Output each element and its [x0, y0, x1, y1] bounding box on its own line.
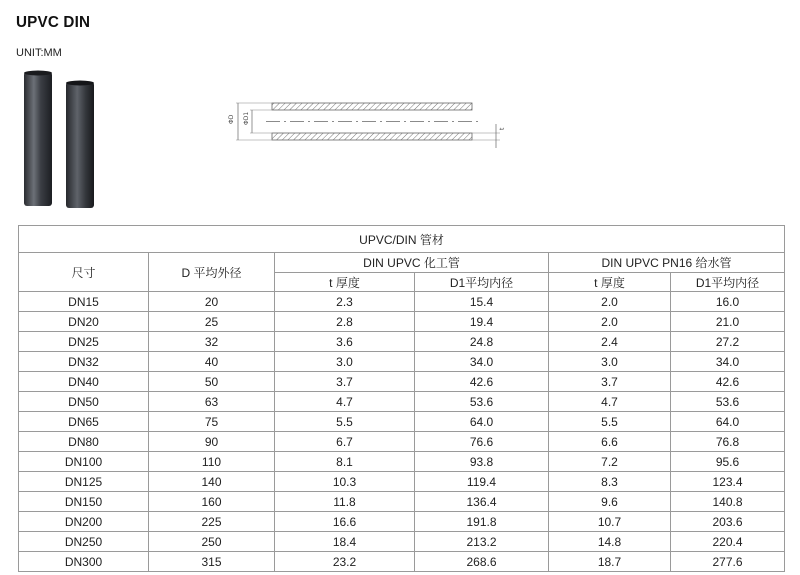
table-cell: 75	[149, 412, 275, 432]
table-cell: 23.2	[275, 552, 415, 572]
pipe-wall-top	[272, 103, 472, 110]
table-cell: 10.3	[275, 472, 415, 492]
table-cell: 21.0	[671, 312, 785, 332]
table-cell: 3.0	[275, 352, 415, 372]
table-cell: 11.8	[275, 492, 415, 512]
table-cell: 315	[149, 552, 275, 572]
table-cell: 16.6	[275, 512, 415, 532]
table-cell: 6.7	[275, 432, 415, 452]
table-cell: 9.6	[549, 492, 671, 512]
table-row	[19, 552, 785, 572]
table-cell: 2.0	[549, 292, 671, 312]
table-cell: 90	[149, 432, 275, 452]
table-cell: 27.2	[671, 332, 785, 352]
table-cell: 3.0	[549, 352, 671, 372]
table-cell: DN50	[19, 392, 149, 412]
table-cell: 3.6	[275, 332, 415, 352]
table-cell: 15.4	[415, 292, 549, 312]
table-cell: DN150	[19, 492, 149, 512]
table-cell: 14.8	[549, 532, 671, 552]
table-row	[19, 432, 785, 452]
table-cell: DN25	[19, 332, 149, 352]
table-cell: 95.6	[671, 452, 785, 472]
table-cell: 220.4	[671, 532, 785, 552]
table-row	[19, 352, 785, 372]
table-cell: 225	[149, 512, 275, 532]
table-cell: 2.0	[549, 312, 671, 332]
table-cell: DN200	[19, 512, 149, 532]
table-cell: 140.8	[671, 492, 785, 512]
table-cell: DN80	[19, 432, 149, 452]
table-cell: 3.7	[275, 372, 415, 392]
table-cell: 5.5	[275, 412, 415, 432]
pipe-right	[66, 82, 94, 208]
table-cell: 53.6	[415, 392, 549, 412]
table-cell: 18.7	[549, 552, 671, 572]
table-cell: 64.0	[415, 412, 549, 432]
table-cell: 268.6	[415, 552, 549, 572]
table-cell: DN125	[19, 472, 149, 492]
pipe-left	[24, 72, 52, 206]
table-cell: 250	[149, 532, 275, 552]
table-cell: 8.3	[549, 472, 671, 492]
table-cell: 64.0	[671, 412, 785, 432]
table-cell: 8.1	[275, 452, 415, 472]
table-cell: 4.7	[275, 392, 415, 412]
table-cell: 34.0	[671, 352, 785, 372]
header-size: 尺寸	[19, 253, 149, 292]
table-cell: 2.8	[275, 312, 415, 332]
table-cell: 6.6	[549, 432, 671, 452]
pipe-section-diagram	[222, 98, 512, 150]
table-cell: 10.7	[549, 512, 671, 532]
table-cell: 136.4	[415, 492, 549, 512]
table-cell: DN32	[19, 352, 149, 372]
table-row	[19, 292, 785, 312]
table-cell: 160	[149, 492, 275, 512]
page-title: UPVC DIN	[16, 14, 91, 31]
table-cell: 53.6	[671, 392, 785, 412]
table-row	[19, 532, 785, 552]
table-cell: DN100	[19, 452, 149, 472]
table-cell: 123.4	[671, 472, 785, 492]
table-cell: 40	[149, 352, 275, 372]
table-cell: 2.3	[275, 292, 415, 312]
table-cell: 25	[149, 312, 275, 332]
label-D: ΦD	[228, 114, 235, 124]
table-row	[19, 452, 785, 472]
subheader-chem-inner: D1平均内径	[415, 273, 549, 292]
table-cell: 63	[149, 392, 275, 412]
table-cell: 50	[149, 372, 275, 392]
table-cell: DN15	[19, 292, 149, 312]
table-cell: 20	[149, 292, 275, 312]
table-cell: DN250	[19, 532, 149, 552]
table-row	[19, 372, 785, 392]
table-caption: UPVC/DIN 管材	[19, 226, 785, 253]
table-cell: 203.6	[671, 512, 785, 532]
table-cell: DN300	[19, 552, 149, 572]
unit-label: UNIT:MM	[16, 47, 62, 59]
table-cell: DN40	[19, 372, 149, 392]
table-row	[19, 472, 785, 492]
table-cell: 76.6	[415, 432, 549, 452]
table-cell: 42.6	[671, 372, 785, 392]
table-cell: DN65	[19, 412, 149, 432]
table-cell: 119.4	[415, 472, 549, 492]
spec-table	[18, 225, 785, 572]
subheader-water-thickness: t 厚度	[549, 273, 671, 292]
table-row	[19, 392, 785, 412]
table-cell: 34.0	[415, 352, 549, 372]
table-cell: 7.2	[549, 452, 671, 472]
header-chemical-pipe: DIN UPVC 化工管	[275, 253, 549, 273]
subheader-chem-thickness: t 厚度	[275, 273, 415, 292]
table-cell: 3.7	[549, 372, 671, 392]
table-cell: 5.5	[549, 412, 671, 432]
subheader-water-inner: D1平均内径	[671, 273, 785, 292]
pipe-wall-bottom	[272, 133, 472, 140]
table-cell: 2.4	[549, 332, 671, 352]
table-row	[19, 512, 785, 532]
label-t: t	[499, 127, 506, 130]
header-outer-diameter: D 平均外径	[149, 253, 275, 292]
table-cell: 93.8	[415, 452, 549, 472]
table-cell: 213.2	[415, 532, 549, 552]
table-cell: 19.4	[415, 312, 549, 332]
table-cell: 4.7	[549, 392, 671, 412]
table-cell: 191.8	[415, 512, 549, 532]
table-cell: 140	[149, 472, 275, 492]
table-cell: 18.4	[275, 532, 415, 552]
table-row	[19, 412, 785, 432]
table-cell: 24.8	[415, 332, 549, 352]
pipe-photo	[20, 70, 104, 212]
table-cell: DN20	[19, 312, 149, 332]
label-D1: ΦD1	[243, 111, 250, 125]
table-cell: 277.6	[671, 552, 785, 572]
header-water-pipe: DIN UPVC PN16 给水管	[549, 253, 785, 273]
table-cell: 110	[149, 452, 275, 472]
table-cell: 76.8	[671, 432, 785, 452]
table-row	[19, 492, 785, 512]
table-cell: 16.0	[671, 292, 785, 312]
table-row	[19, 312, 785, 332]
table-cell: 42.6	[415, 372, 549, 392]
table-cell: 32	[149, 332, 275, 352]
table-row	[19, 332, 785, 352]
